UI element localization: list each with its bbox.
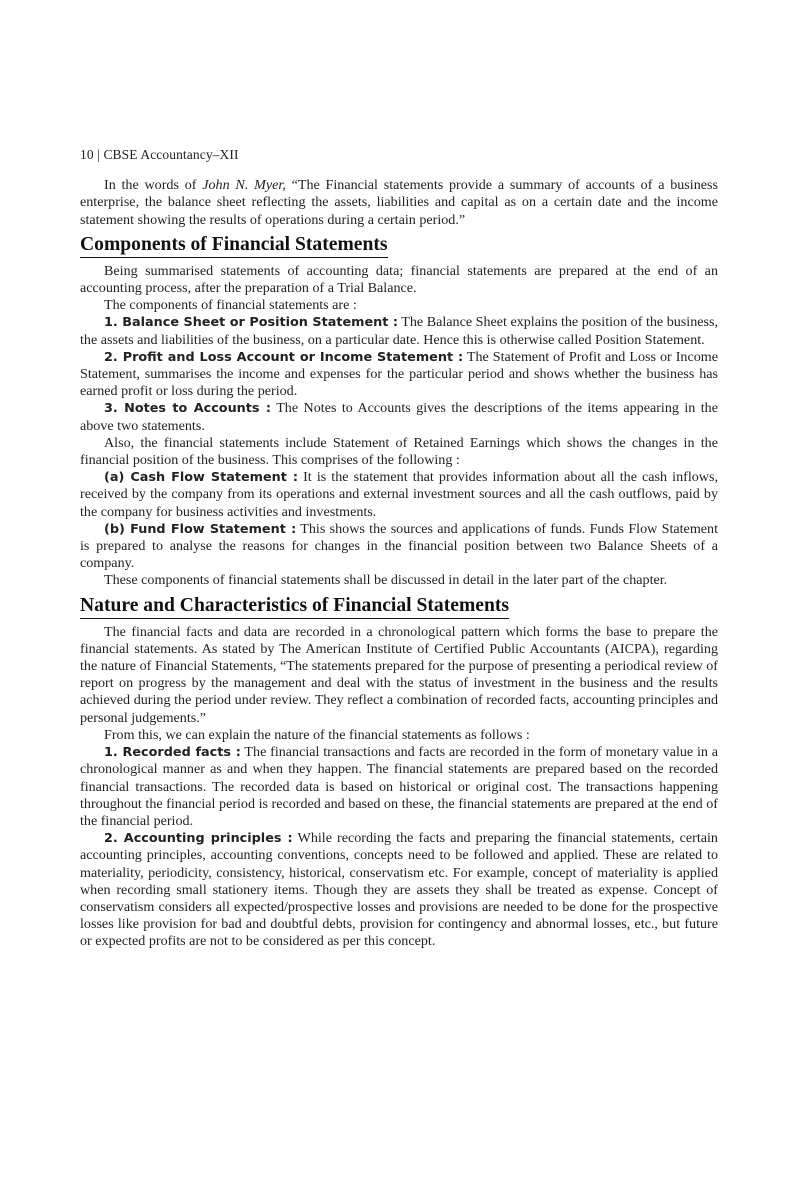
book-page [80,146,718,951]
list-item-text: The Statement of Profit and Loss or Income Statement, summarises the income and expenses for the particular period and shows whether the business has earned profit or loss during the period. [80,348,718,400]
list-item-text: The financial transactions and facts are recorded in the form of monetary value in a chronological manner as and when they happen. The financial statements are prepared based on the recorded financial transactions. The recorded data is based on historical or original cost. The transactions happening throughout the financial period is recorded and based on these, the financial statements are prepared at the end of the financial period. [80,744,718,829]
list-item [80,469,718,521]
list-item [80,349,718,401]
list-item-term: 3. Notes to Accounts : [104,401,272,417]
list-item [80,744,718,830]
intro-quote: “The Financial statements provide a summary of accounts of a business enterprise, the balance sheet reflecting the assets, liabilities and capital as on a certain date and the income statement showing the results of operations during a certain period.” [80,177,718,228]
list-item-text: This shows the sources and applications of funds. Funds Flow Statement is prepared to analyse the reasons for changes in the financial position between two Balance Sheets of a company. [80,520,718,572]
list-item-term: 2. Accounting principles : [104,831,293,847]
section-heading-components: Components of Financial Statements [80,234,388,258]
list-item-term: (a) Cash Flow Statement : [104,470,299,486]
list-item-term: 2. Profit and Loss Account or Income Statement : [104,349,464,365]
paragraph: Also, the financial statements include Statement of Retained Earnings which shows the changes in the financial position of the business. This comprises of the following : [80,434,718,469]
list-item-text: The Notes to Accounts gives the descriptions of the items appearing in the above two statements. [80,400,718,434]
running-head: 10 | CBSE Accountancy–XII [80,147,239,162]
list-item-term: 1. Recorded facts : [104,745,241,761]
paragraph: From this, we can explain the nature of the financial statements as follows : [104,726,530,743]
list-item-text: The Balance Sheet explains the position of the business, the assets and liabilities of the business, on a particular date. Hence this is otherwise called Position Statement. [80,314,718,348]
paragraph: These components of financial statements shall be discussed in detail in the later part of the chapter. [104,572,668,589]
paragraph: Being summarised statements of accounting data; financial statements are prepared at the end of an accounting process, after the preparation of a Trial Balance. [80,262,718,297]
list-item [80,830,718,950]
list-item-term: 1. Balance Sheet or Position Statement : [104,315,398,331]
list-item-term: (b) Fund Flow Statement : [104,521,297,537]
list-item [80,314,718,348]
list-item [80,521,718,573]
section-heading-nature: Nature and Characteristics of Financial Statements [80,595,509,619]
quoted-author: John N. Myer, [202,177,286,194]
intro-text-before: In the words of [104,177,203,194]
list-item-text: While recording the facts and preparing the financial statements, certain accounting principles, accounting conventions, concepts need to be followed and applied. These are related to materiality, periodicity, consistency, historical, conservatism etc. For example, concept of materiality is applied when recording small stationery items. Though they are assets they shall be treated as expense. Concept of conservatism considers all expected/prospective losses and provisions are needed to be done for the prospective losses like provision for bad and doubtful debts, provision for contingency and abnormal losses, etc., but future or expected profits are not to be considered as per this concept. [80,830,718,950]
intro-paragraph [80,177,718,229]
list-item [80,400,718,434]
paragraph: The components of financial statements are : [104,297,357,314]
list-item-text: It is the statement that provides information about all the cash inflows, received by the company from its operations and external investment sources and all the cash outflows, paid by the company for business activities and investments. [80,469,718,520]
paragraph: The financial facts and data are recorded in a chronological pattern which forms the base to prepare the financial statements. As stated by The American Institute of Certified Public Accountants (AICPA), regarding the nature of Financial Statements, “The statements prepared for the purpose of presenting a periodical review of report on progress by the management and deal with the status of investment in the business and the results achieved during the period under review. They reflect a combination of recorded facts, accounting principles and personal judgements.” [80,623,718,726]
